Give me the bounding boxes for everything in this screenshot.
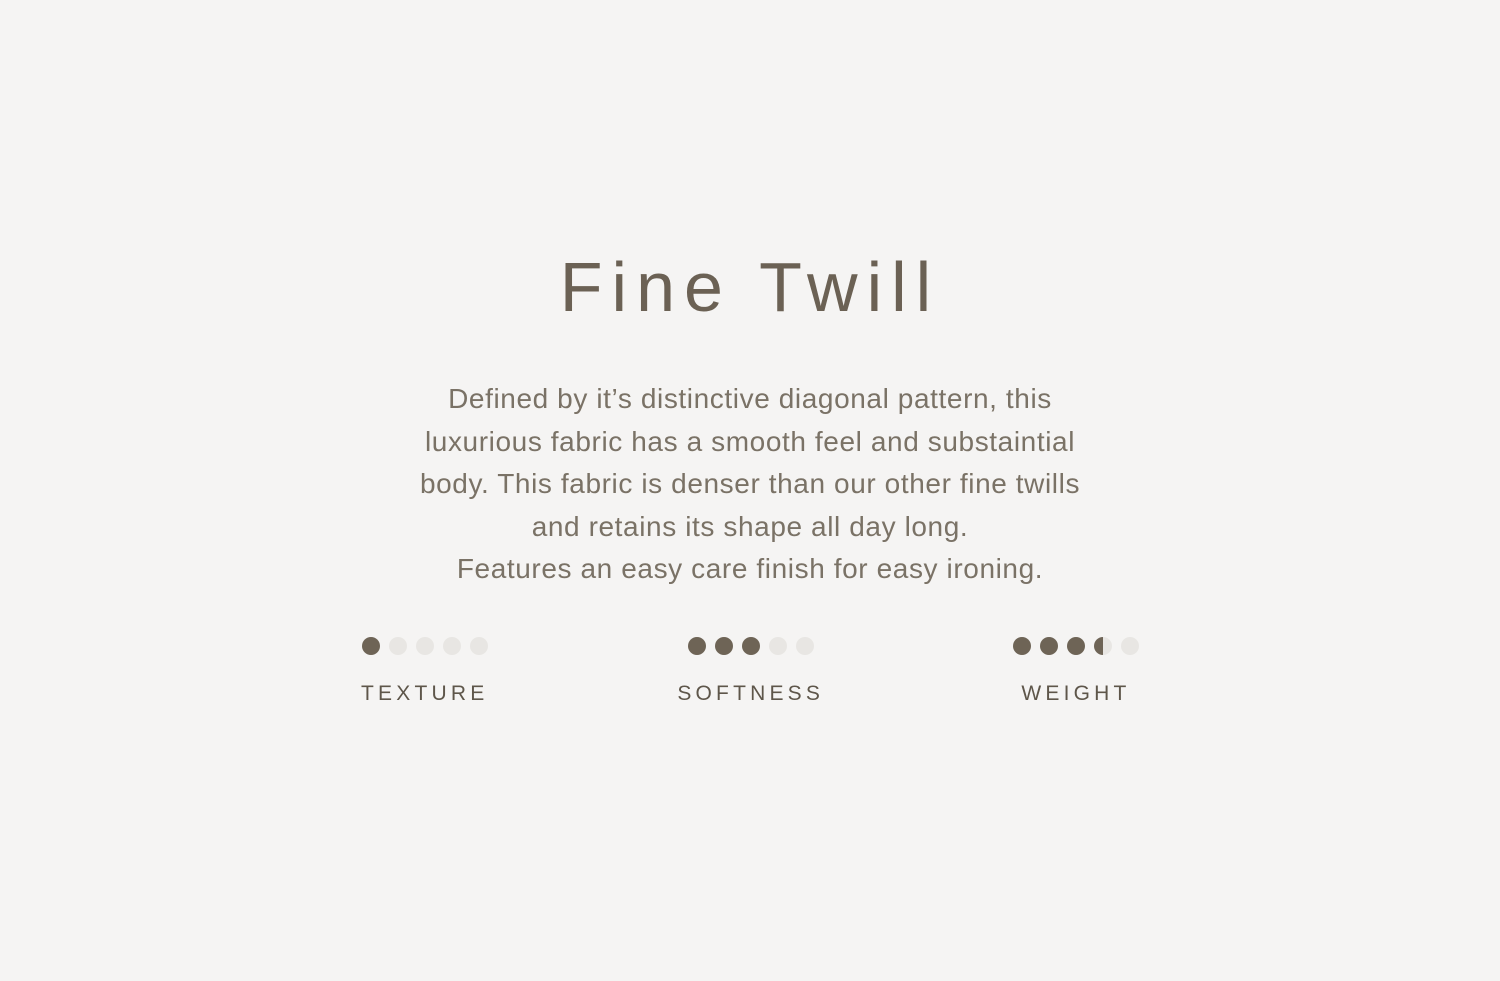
rating-dot-half <box>1094 637 1112 655</box>
rating-dot-filled <box>742 637 760 655</box>
rating-dot-filled <box>688 637 706 655</box>
description-line: body. This fabric is denser than our other fine twills <box>419 468 1081 499</box>
product-description <box>420 378 1080 591</box>
description-line: luxurious fabric has a smooth feel and substaintial <box>424 425 1076 457</box>
rating-dot-empty <box>769 637 787 655</box>
rating-dot-empty <box>389 637 407 655</box>
description-line: Features an easy care finish for easy ironing. <box>456 553 1044 584</box>
page-title: Fine Twill <box>559 248 941 326</box>
ratings-row <box>361 637 1139 706</box>
rating-dot-empty <box>1121 637 1139 655</box>
rating-label: WEIGHT <box>1021 681 1131 705</box>
rating-label: SOFTNESS <box>677 681 825 705</box>
rating-dot-filled <box>362 637 380 655</box>
rating-softness <box>677 637 824 706</box>
rating-dot-empty <box>470 637 488 655</box>
rating-weight <box>1013 637 1139 706</box>
description-line: and retains its shape all day long. <box>531 510 969 542</box>
rating-dots <box>688 637 814 655</box>
rating-label: TEXTURE <box>361 681 489 705</box>
rating-dot-empty <box>796 637 814 655</box>
rating-dots <box>1013 637 1139 655</box>
rating-dot-empty <box>443 637 461 655</box>
rating-dot-filled <box>1067 637 1085 655</box>
rating-dot-filled <box>1013 637 1031 655</box>
rating-dots <box>362 637 488 655</box>
rating-dot-filled <box>1040 637 1058 655</box>
rating-dot-filled <box>715 637 733 655</box>
description-line: Defined by it’s distinctive diagonal pattern, this <box>448 383 1052 414</box>
rating-dot-empty <box>416 637 434 655</box>
rating-texture <box>361 637 488 706</box>
